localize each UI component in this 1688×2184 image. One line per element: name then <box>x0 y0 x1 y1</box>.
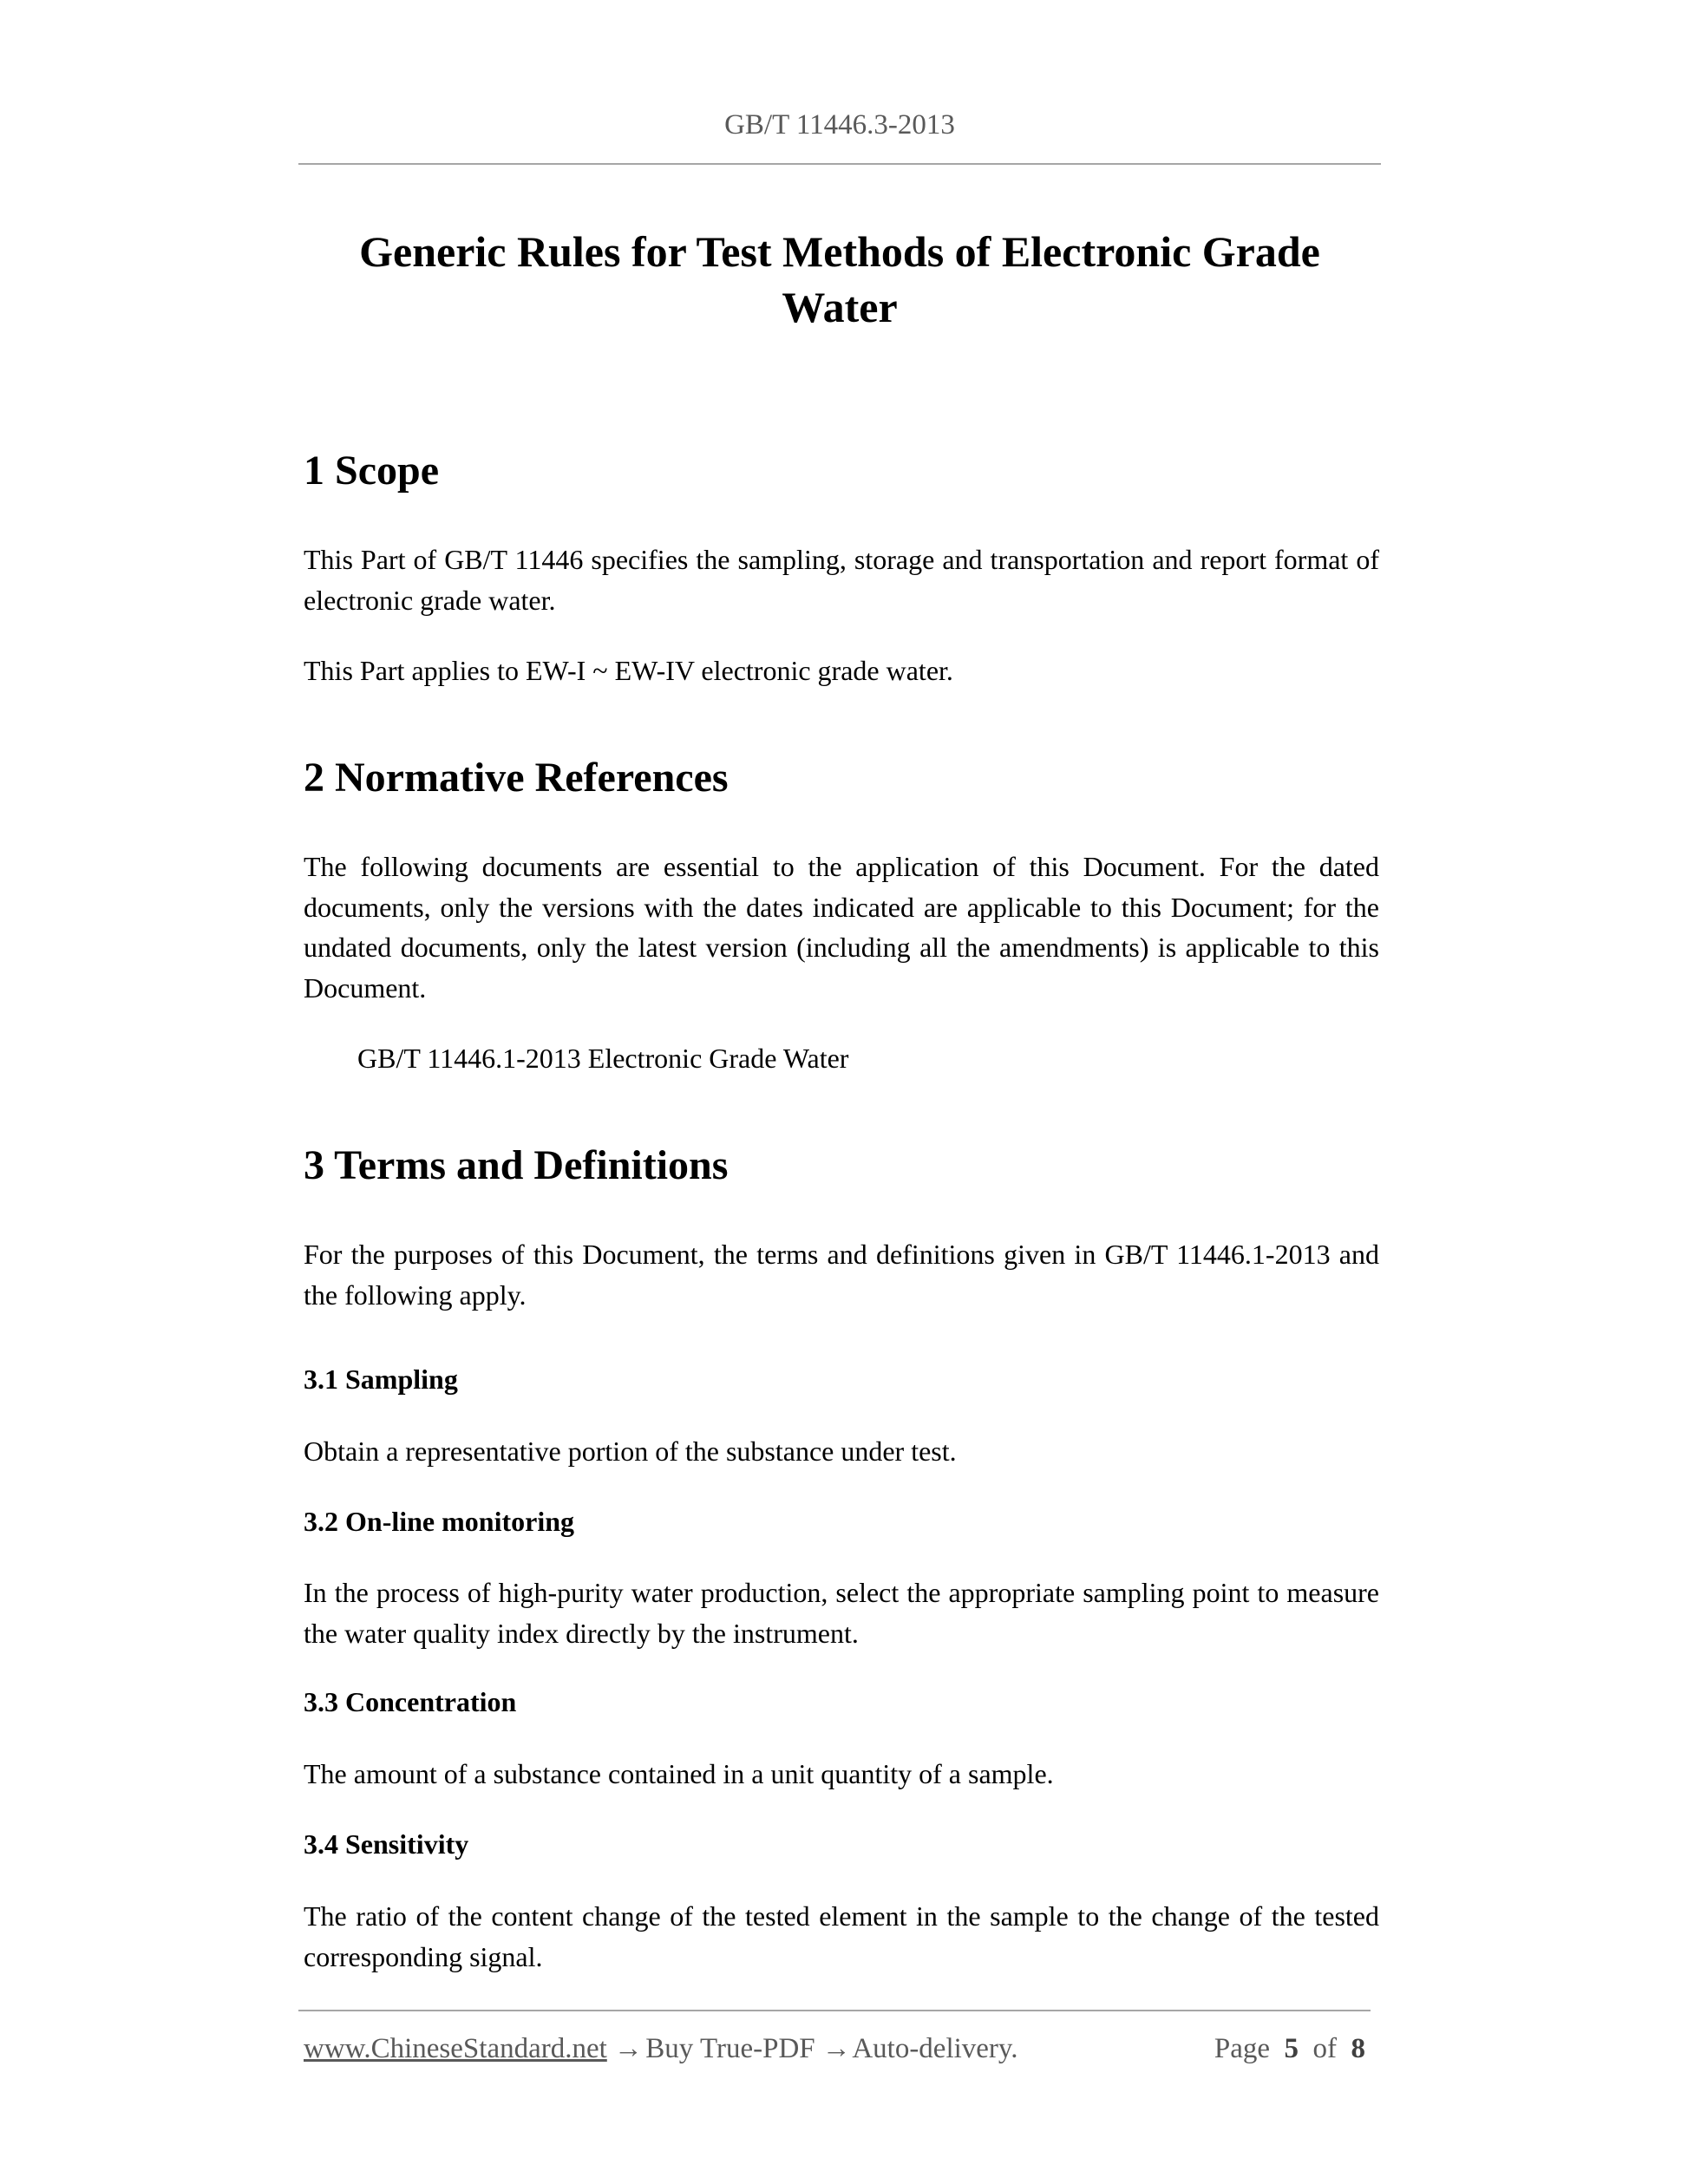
arrow-right-icon: → <box>614 2033 644 2064</box>
term-text-online-monitoring: In the process of high-purity water production, select the appropriate sampling point to measure the water quality index directly by the instrument. <box>304 1577 1379 1649</box>
page-footer <box>304 2030 1371 2068</box>
term-text-sampling: Obtain a representative portion of the substance under test. <box>304 1435 957 1467</box>
auto-delivery-text: Auto-delivery. <box>852 2033 1018 2064</box>
section-heading-normative-references: 2 Normative References <box>304 755 729 801</box>
term-heading-sensitivity: 3.4 Sensitivity <box>304 1828 469 1860</box>
footer-promo <box>304 2030 1018 2068</box>
header-standard-code: GB/T 11446.3-2013 <box>724 109 955 141</box>
term-heading-sampling: 3.1 Sampling <box>304 1363 458 1395</box>
footer-divider <box>298 2010 1371 2011</box>
term-text-sensitivity: The ratio of the content change of the tested element in the sample to the change of the tested corresponding signal. <box>304 1900 1379 1972</box>
page-current-number: 5 <box>1284 2033 1299 2064</box>
header-divider <box>298 163 1381 165</box>
of-label: of <box>1312 2033 1337 2064</box>
term-heading-online-monitoring: 3.2 On-line monitoring <box>304 1506 575 1537</box>
page-label: Page <box>1214 2033 1270 2064</box>
section-heading-scope: 1 Scope <box>304 448 439 494</box>
document-title: Generic Rules for Test Methods of Electronic Grade Water <box>359 227 1320 331</box>
website-link[interactable]: www.ChineseStandard.net <box>304 2033 607 2064</box>
terms-intro-paragraph: For the purposes of this Document, the terms and definitions given in GB/T 11446.1-2013 and the following apply. <box>304 1239 1379 1311</box>
section-heading-terms: 3 Terms and Definitions <box>304 1142 729 1188</box>
normative-reference-item: GB/T 11446.1-2013 Electronic Grade Water <box>357 1043 849 1074</box>
scope-paragraph-1: This Part of GB/T 11446 specifies the sampling, storage and transportation and report format of electronic grade water. <box>304 544 1379 616</box>
term-text-concentration: The amount of a substance contained in a unit quantity of a sample. <box>304 1758 1054 1789</box>
term-heading-concentration: 3.3 Concentration <box>304 1686 517 1717</box>
normative-paragraph: The following documents are essential to the application of this Document. For the dated documents, only the versions with the dates indicated are applicable to this Document; for the undated documents, only the latest version (including all the amendments) is applicable to this Document. <box>304 851 1379 1004</box>
buy-true-pdf-text: Buy True-PDF <box>645 2033 815 2064</box>
scope-paragraph-2: This Part applies to EW-I ~ EW-IV electronic grade water. <box>304 655 953 686</box>
page-total-number: 8 <box>1351 2033 1365 2064</box>
arrow-right-icon: → <box>821 2033 851 2064</box>
page-indicator <box>1214 2030 1365 2068</box>
